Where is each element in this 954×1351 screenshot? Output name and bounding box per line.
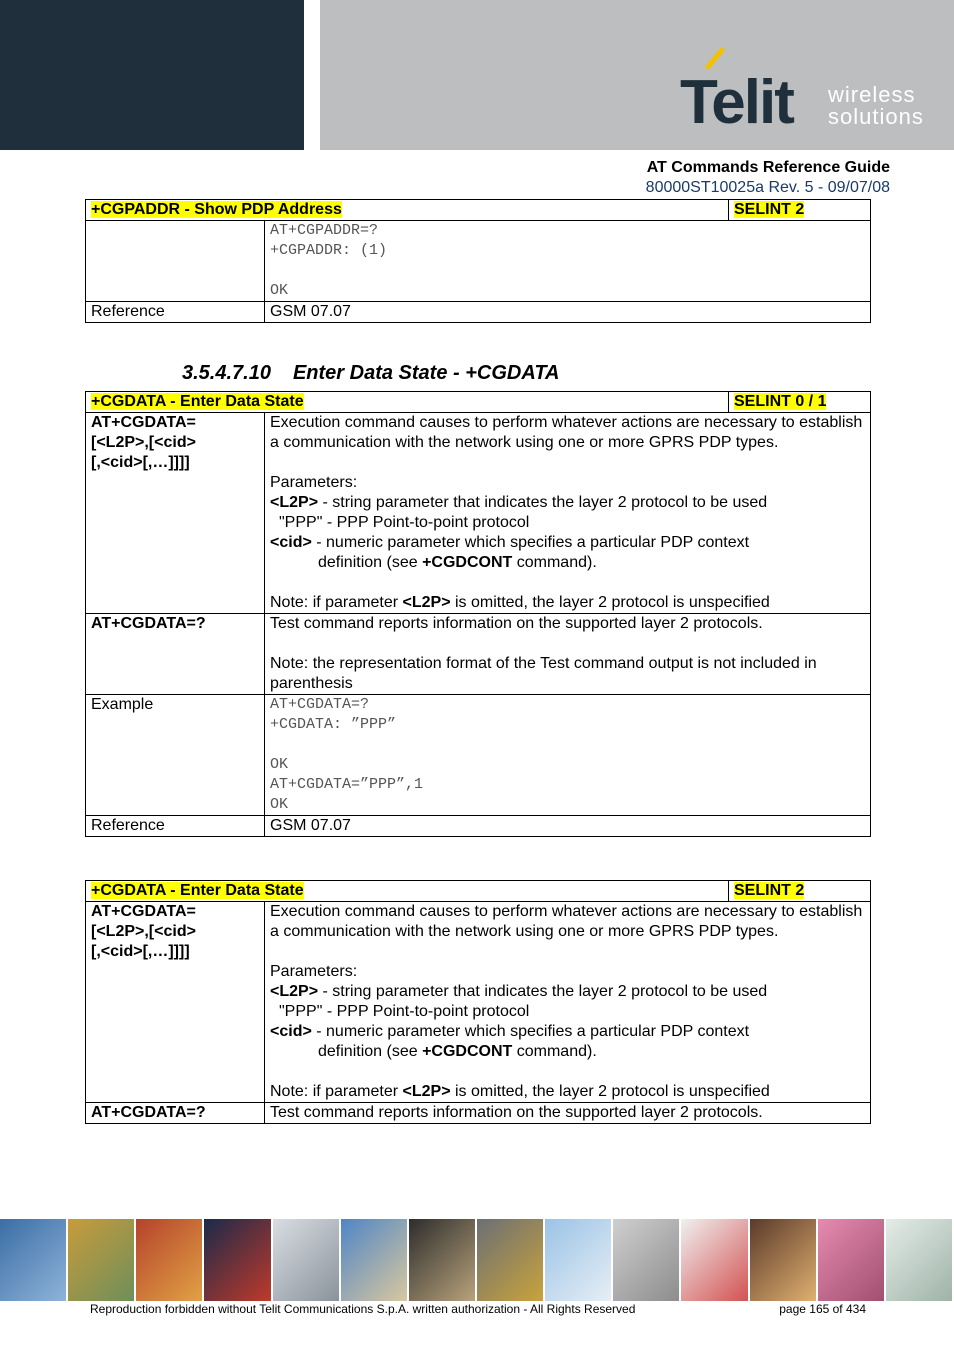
footer-photo bbox=[477, 1219, 545, 1301]
page-number: page 165 of 434 bbox=[779, 1302, 866, 1316]
footer-photo bbox=[68, 1219, 136, 1301]
section-heading bbox=[182, 362, 560, 385]
cgpaddr-table bbox=[85, 199, 871, 323]
cgdata-table-selint01 bbox=[85, 391, 871, 837]
reference-value: GSM 07.07 bbox=[265, 302, 871, 323]
footer-photo bbox=[886, 1219, 954, 1301]
footer-photo bbox=[613, 1219, 681, 1301]
section-number: 3.5.4.7.10 bbox=[182, 362, 271, 384]
table-title: +CGDATA - Enter Data State bbox=[91, 393, 304, 410]
test-command: AT+CGDATA=? bbox=[86, 614, 265, 695]
footer-photo bbox=[545, 1219, 613, 1301]
table-title: +CGDATA - Enter Data State bbox=[91, 882, 304, 899]
set-command: AT+CGDATA= [<L2P>,[<cid> [,<cid>[,…]]]] bbox=[86, 902, 265, 1103]
section-title: Enter Data State - +CGDATA bbox=[292, 362, 560, 384]
test-command-description: Test command reports information on the supported layer 2 protocols. bbox=[265, 1103, 871, 1124]
guide-revision: 80000ST10025a Rev. 5 - 09/07/08 bbox=[645, 179, 890, 196]
reference-label: Reference bbox=[86, 302, 265, 323]
page-footer bbox=[90, 1302, 870, 1316]
logo-main-text: Telit bbox=[680, 68, 793, 137]
reference-label: Reference bbox=[86, 816, 265, 837]
header-dark-panel bbox=[0, 0, 304, 150]
selint-label: SELINT 2 bbox=[734, 882, 805, 899]
selint-label: SELINT 2 bbox=[734, 201, 805, 218]
footer-photo bbox=[750, 1219, 818, 1301]
footer-photo bbox=[136, 1219, 204, 1301]
copyright-notice: Reproduction forbidden without Telit Communications S.p.A. written authorization - All Rights Reserved bbox=[90, 1302, 636, 1316]
footer-photo-strip bbox=[0, 1219, 954, 1301]
footer-photo bbox=[818, 1219, 886, 1301]
reference-value: GSM 07.07 bbox=[265, 816, 871, 837]
example-block: AT+CGPADDR=? +CGPADDR: (1) OK bbox=[265, 221, 871, 302]
telit-logo bbox=[676, 50, 936, 136]
set-command-description: Execution command causes to perform whatever actions are necessary to establish a communication with the network using one or more GPRS PDP types. Parameters: <L2P> - string parameter that indicates the layer 2 protocol to be used "PPP" - PPP Point-to-point protocol <cid> - numeric parameter which specifies a particular PDP context definition (see +CGDCONT command). Note: if parameter <L2P> is omitted, the layer 2 protocol is unspecified bbox=[265, 902, 871, 1103]
table-title: +CGPADDR - Show PDP Address bbox=[91, 201, 342, 218]
footer-photo bbox=[341, 1219, 409, 1301]
example-block: AT+CGDATA=? +CGDATA: ”PPP” OK AT+CGDATA=”PPP”,1 OK bbox=[265, 695, 871, 816]
cgdata-table-selint2 bbox=[85, 880, 871, 1124]
selint-label: SELINT 0 / 1 bbox=[734, 393, 827, 410]
logo-accent-mark bbox=[705, 47, 726, 70]
footer-photo bbox=[204, 1219, 272, 1301]
set-command: AT+CGDATA= [<L2P>,[<cid> [,<cid>[,…]]]] bbox=[86, 413, 265, 614]
footer-photo bbox=[681, 1219, 749, 1301]
test-command-description: Test command reports information on the supported layer 2 protocols. Note: the representation format of the Test command output is not included in parenthesis bbox=[265, 614, 871, 695]
test-command: AT+CGDATA=? bbox=[86, 1103, 265, 1124]
footer-photo bbox=[409, 1219, 477, 1301]
example-label: Example bbox=[86, 695, 265, 816]
footer-photo bbox=[273, 1219, 341, 1301]
footer-photo bbox=[0, 1219, 68, 1301]
set-command-description: Execution command causes to perform whatever actions are necessary to establish a communication with the network using one or more GPRS PDP types. Parameters: <L2P> - string parameter that indicates the layer 2 protocol to be used "PPP" - PPP Point-to-point protocol <cid> - numeric parameter which specifies a particular PDP context definition (see +CGDCONT command). Note: if parameter <L2P> is omitted, the layer 2 protocol is unspecified bbox=[265, 413, 871, 614]
guide-title: AT Commands Reference Guide bbox=[646, 159, 890, 176]
logo-sub-text: wireless solutions bbox=[828, 82, 924, 129]
